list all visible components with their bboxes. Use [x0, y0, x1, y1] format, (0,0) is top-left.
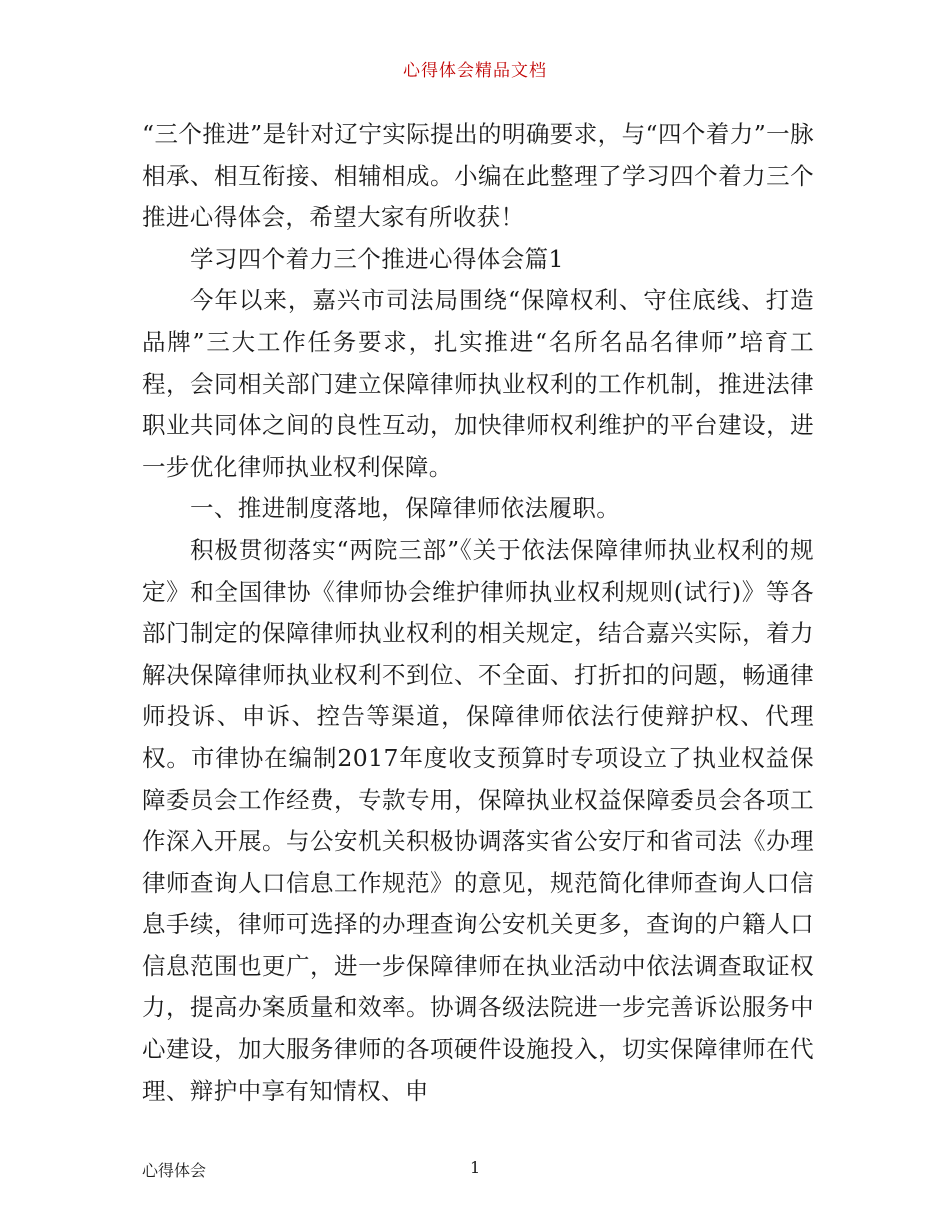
body-paragraph: 积极贯彻落实“两院三部”《关于依法保障律师执业权利的规定》和全国律协《律师协会维护律师执业权利规则(试行)》等各部门制定的保障律师执业权利的相关规定，结合嘉兴实际，着力解决保障律师执业权利不到位、不全面、打折扣的问题，畅通律师投诉、申诉、控告等渠道，保障律师依法行使辩护权、代理权。市律协在编制2017年度收支预算时专项设立了执业权益保障委员会工作经费，专款专用，保障执业权益保障委员会各项工作深入开展。与公安机关积极协调落实省公安厅和省司法《办理律师查询人口信息工作规范》的意见，规范简化律师查询人口信息手续，律师可选择的办理查询公安机关更多，查询的户籍人口信息范围也更广，进一步保障律师在执业活动中依法调查取证权力，提高办案质量和效率。协调各级法院进一步完善诉讼服务中心建设，加大服务律师的各项硬件设施投入，切实保障律师在代理、辩护中享有知情权、申 — [142, 535, 814, 1105]
intro-paragraph: “三个推进”是针对辽宁实际提出的明确要求，与“四个着力”一脉相承、相互衔接、相辅相成。小编在此整理了学习四个着力三个推进心得体会，希望大家有所收获！ — [142, 120, 814, 232]
page-number: 1 — [470, 1158, 481, 1177]
body-paragraph: 今年以来，嘉兴市司法局围绕“保障权利、守住底线、打造品牌”三大工作任务要求，扎实推进“名所名品名律师”培育工程，会同相关部门建立保障律师执业权利的工作机制，推进法律职业共同体之间的良性互动，加快律师权利维护的平台建设，进一步优化律师执业权利保障。 — [142, 286, 814, 481]
subheading: 一、推进制度落地，保障律师依法履职。 — [190, 494, 621, 523]
document-body — [142, 114, 814, 1112]
page-header-title: 心得体会精品文档 — [403, 61, 547, 81]
footer-label: 心得体会 — [142, 1161, 207, 1180]
section-heading: 学习四个着力三个推进心得体会篇1 — [190, 244, 564, 273]
